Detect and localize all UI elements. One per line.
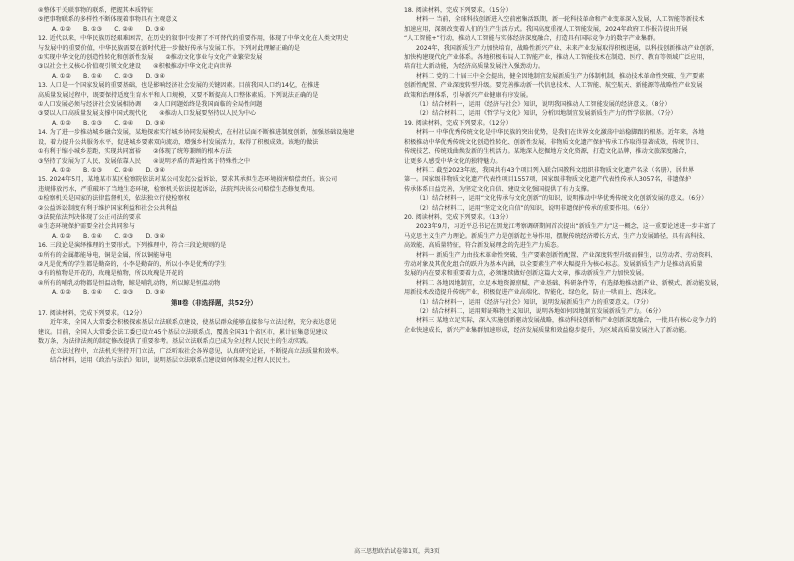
text-line: （1）结合材料一，运用《经济与社会》知识，说明发展新质生产力的重要意义。（7分） bbox=[416, 298, 653, 306]
text-line: 20. 阅读材料，完成下列要求。（13分） bbox=[404, 213, 512, 221]
text-line: ③法院依法判决体现了公正司法的要求 bbox=[38, 213, 141, 221]
text-line: 劳动对象及其优化组合的跃升为基本内涵，以全要素生产率大幅提升为核心标志。发展新质生产力是推动高质量 bbox=[404, 260, 703, 268]
text-line: 高效能、高质量特征，符合新发展理念的先进生产力质态。 bbox=[404, 242, 563, 250]
right-column bbox=[404, 6, 756, 546]
text-line: 13. 人口是一个国家发展的重要基础，也是影响经济社会发展的关键因素。目前我国人口约14亿，在推进 bbox=[38, 82, 320, 90]
text-line: 与发展中的重要价值，中华民族需要在新时代进一步做好传承与发展工作。下列对此理解正确的是 bbox=[38, 44, 301, 52]
text-line: 传统技艺、传统戏曲焕发新的生机活力。某地深入挖掘地方文化资源，打造文化品牌，推动文旅深度融合， bbox=[404, 148, 691, 156]
text-line: 企业快速成长，新兴产业集群加速形成，经济发展质量和效益稳步提升，为区域高质量发展注入了新动能。 bbox=[404, 326, 691, 334]
text-line: 2023年9月，习近平总书记在黑龙江考察调研期间首次提出“新质生产力”这一概念，这一重要论述进一步丰富了 bbox=[416, 223, 716, 231]
text-line: ④生态环境保护需要全社会共同参与 bbox=[38, 223, 135, 231]
text-line: 加快构建现代化产业体系。各地积极布局人工智能产业，推动人工智能技术在制造、医疗、教育等领域广泛应用， bbox=[404, 54, 709, 62]
text-line: 材料二 截至2023年底，我国共有43个项目列入联合国教科文组织非物质文化遗产名录（名册），居世界 bbox=[416, 166, 695, 174]
text-line: 18. 阅读材料，完成下列要求。（15分） bbox=[404, 7, 512, 14]
text-line: ③要以人口高质量发展支撑中国式现代化 ④推动人口发展要坚持以人民为中心 bbox=[38, 110, 257, 118]
text-line: 政策和治理体系，引导新兴产业健康有序发展。 bbox=[404, 91, 532, 99]
text-line: 14. 为了进一步推动城乡融合发展，某地探索实行城乡协同发展模式，在村社层面不断推进制度创新，加强基础设施建 bbox=[38, 129, 355, 137]
text-line: ④整体干关联事物的联系，把握其本质特征 bbox=[38, 7, 154, 14]
text-line: ⑤把事物联系的多样性不断体现着事物具有主观意义 bbox=[38, 16, 178, 24]
text-line: 加速应用，深刻改变着人们的生产生活方式。我国高度重视人工智能发展，2024年政府工作报告提出开展 bbox=[404, 25, 688, 33]
text-line: ①实现中华文化的创造性转化和创新性发展 ②推动文化事业与文化产业繁荣发展 bbox=[38, 54, 263, 62]
text-line: 高质量发展过程中，既要保持适度生育水平和人口规模，又要不断提高人口整体素质。下列说法正确的是 bbox=[38, 91, 319, 99]
text-line: 15. 2024年5月，某地某市某区检察院依法对某公司发起公益诉讼，要求其承担生态环境损害赔偿责任。该公司 bbox=[38, 176, 338, 184]
text-line: ③有的植物是开花的，玫瑰是植物，所以玫瑰是开花的 bbox=[38, 270, 184, 278]
text-line: 材料二 各地因地制宜，立足本地资源禀赋、产业基础、科研条件等，有选择地推动新产业、新模式、新动能发展， bbox=[416, 279, 723, 287]
text-line: ①有利于缩小城乡差距，实现共同富裕 ②体现了统筹兼顾的根本方法 bbox=[38, 148, 232, 156]
text-line: ①人口发展必须与经济社会发展相协调 ②人口问题始终是我国面临的全局性问题 bbox=[38, 101, 263, 109]
text-line: 2024年，我国新质生产力加快培育，战略性新兴产业、未来产业发展取得积极进展，以科技创新推动产业创新， bbox=[416, 44, 718, 52]
left-column bbox=[38, 6, 390, 546]
text-line: 结合材料，运用《政治与法治》知识，说明基层立法联系点建设如何体现全过程人民民主。 bbox=[50, 357, 294, 365]
text-line: 材料二 党的二十届三中全会提出，健全因地制宜发展新质生产力体制机制，推动技术革命性突破、生产要素 bbox=[416, 72, 705, 80]
answer-options: A. ①② B. ①③ C. ②④ D. ③④ bbox=[52, 166, 165, 174]
text-line: （2）结合材料二，运用《哲学与文化》知识，分析因地制宜发展新质生产力的哲学依据。（7分） bbox=[416, 110, 677, 118]
text-line: 传承体系日益完善，为坚定文化自信、建设文化强国提供了有力支撑。 bbox=[404, 185, 593, 193]
text-line: （1）结合材料一，运用“文化传承与文化创新”的知识，说明推动中华优秀传统文化创新发展的意义。（6分） bbox=[416, 195, 708, 203]
answer-options: A. ①② B. ①③ C. ②④ D. ③④ bbox=[52, 119, 165, 127]
text-line: 第一。国家级非物质文化遗产代表性项目1557项，国家级非物质文化遗产代表性传承人3057名，非遗保护 bbox=[404, 176, 691, 184]
text-line: ④所有的哺乳动物都是恒温动物，鲸是哺乳动物，所以鲸是恒温动物 bbox=[38, 279, 221, 287]
text-line: 让更多人感受中华文化的独特魅力。 bbox=[404, 157, 502, 165]
text-line: ③坚持了发展为了人民、发展依靠人民 ④说明矛盾的普遍性寓于特殊性之中 bbox=[38, 157, 251, 165]
text-line: 17. 阅读材料，完成下列要求。（12分） bbox=[38, 310, 146, 317]
text-line: ①所有的金属都能导电，铜是金属，所以铜能导电 bbox=[38, 251, 172, 259]
text-line: 发展的内在要求和重要着力点，必须继续做好创新这篇大文章，推动新质生产力加快发展。 bbox=[404, 270, 648, 278]
page-footer: 高三思想政治试卷第1页，共3页 bbox=[354, 548, 440, 555]
text-line: 数万条，为法律法规的制定修改提供了重要参考。基层立法联系点已成为全过程人民民主的生动实践。 bbox=[38, 338, 313, 346]
text-line: 积极推动中华优秀传统文化创造性转化、创新性发展，非物质文化遗产保护传承工作取得显著成效，传统节日、 bbox=[404, 138, 703, 146]
answer-options: A. ①② B. ①④ C. ②③ D. ③④ bbox=[52, 72, 165, 80]
text-line: 设，着力提升公共服务水平，促进城乡要素双向流动，增强乡村发展活力，取得了积极成效。该地的做法 bbox=[38, 138, 319, 146]
text-line: ③以社会主义核心价值观引领文化建设 ④积极推动中华文化走向世界 bbox=[38, 63, 232, 71]
text-line: 在立法过程中，立法机关坚持开门立法，广泛听取社会各界意见，认真研究论证，不断提高立法质量和效率。 bbox=[50, 347, 343, 355]
text-line: 马克思主义生产力理论。新质生产力是创新起主导作用，摆脱传统经济增长方式、生产力发展路径，具有高科技、 bbox=[404, 232, 709, 240]
text-line: 用新技术改造提升传统产业，积极促进产业高端化、智能化、绿色化，防止一哄而上、泡沫化。 bbox=[404, 289, 660, 297]
answer-options: A. ①② B. ①④ C. ②③ D. ③④ bbox=[52, 289, 165, 297]
text-line: （2）结合材料二，运用辩证唯物主义知识，说明各地如何因地制宜发展新质生产力。（6分） bbox=[416, 308, 665, 315]
text-line: 16. 三段论是演绎推理的主要形式。下列推理中，符合三段论规则的是 bbox=[38, 242, 227, 250]
text-line: “人工智能+”行动，推动人工智能与实体经济深度融合，打造具有国际竞争力的数字产业集群。 bbox=[404, 35, 660, 43]
text-line: 材料三 某地立足实际，深入实施创新驱动发展战略，推动科技创新和产业创新深度融合，一批具有核心竞争力的 bbox=[416, 317, 717, 325]
text-line: 培育壮大新动能，为经济高质量发展注入强劲动力。 bbox=[404, 63, 545, 71]
text-line: ②公益诉讼制度有利于维护国家利益和社会公共利益 bbox=[38, 204, 178, 212]
text-line: 12. 近代以来，中华民族历经艰难困苦，在历史的叙事中发挥了不可替代的重要作用，体现了中华文化在人类文明史 bbox=[38, 35, 349, 43]
answer-options: A. ①② B. ①③ C. ②④ D. ③④ bbox=[52, 25, 165, 33]
text-line: 材料一 中华优秀传统文化是中华民族的突出优势，是我们在世界文化激荡中站稳脚跟的根基。近年来，各地 bbox=[416, 129, 705, 137]
text-line: ②凡是优秀的学生都是勤奋的，小李是勤奋的，所以小李是优秀的学生 bbox=[38, 260, 227, 268]
text-line: 创新性配置、产业深度转型升级。要完善推动新一代信息技术、人工智能、航空航天、新能源等战略性产业发展 bbox=[404, 82, 703, 90]
text-line: 材料一 新质生产力由技术革命性突破、生产要素创新性配置、产业深度转型升级而催生，以劳动者、劳动资料、 bbox=[416, 251, 717, 259]
text-line: 19. 阅读材料，完成下列要求。（12分） bbox=[404, 119, 512, 127]
text-line: 材料一 当前，全球科技创新进入空前密集活跃期，新一轮科技革命和产业变革深入发展，人工智能等新技术 bbox=[416, 16, 705, 24]
text-line: （2）结合材料二，运用“坚定文化自信”的知识，说明非遗保护传承的重要作用。（6分） bbox=[416, 204, 653, 212]
text-line: ①检察机关是国家的法律监督机关，依法独立行使检察权 bbox=[38, 195, 190, 203]
text-line: 近年来，全国人大常委会积极探索基层立法联系点建设，使基层群众能够直接参与立法过程，充分表达意见 bbox=[50, 319, 337, 327]
section-heading: 第Ⅱ卷（非选择题，共52分） bbox=[170, 298, 258, 307]
text-line: 违规排放污水，严重破坏了当地生态环境，检察机关依法提起诉讼，法院判决该公司赔偿生态修复费用。 bbox=[38, 185, 319, 193]
answer-options: A. ①② B. ①④ C. ②③ D. ③④ bbox=[52, 232, 165, 240]
text-line: （1）结合材料一，运用《经济与社会》知识，说明我国推动人工智能发展的经济意义。（8分） bbox=[416, 101, 671, 109]
text-line: 建议。目前，全国人大常委会法工委已设立45个基层立法联系点，覆盖全国31个省区市，累计征集意见建议 bbox=[38, 328, 328, 336]
